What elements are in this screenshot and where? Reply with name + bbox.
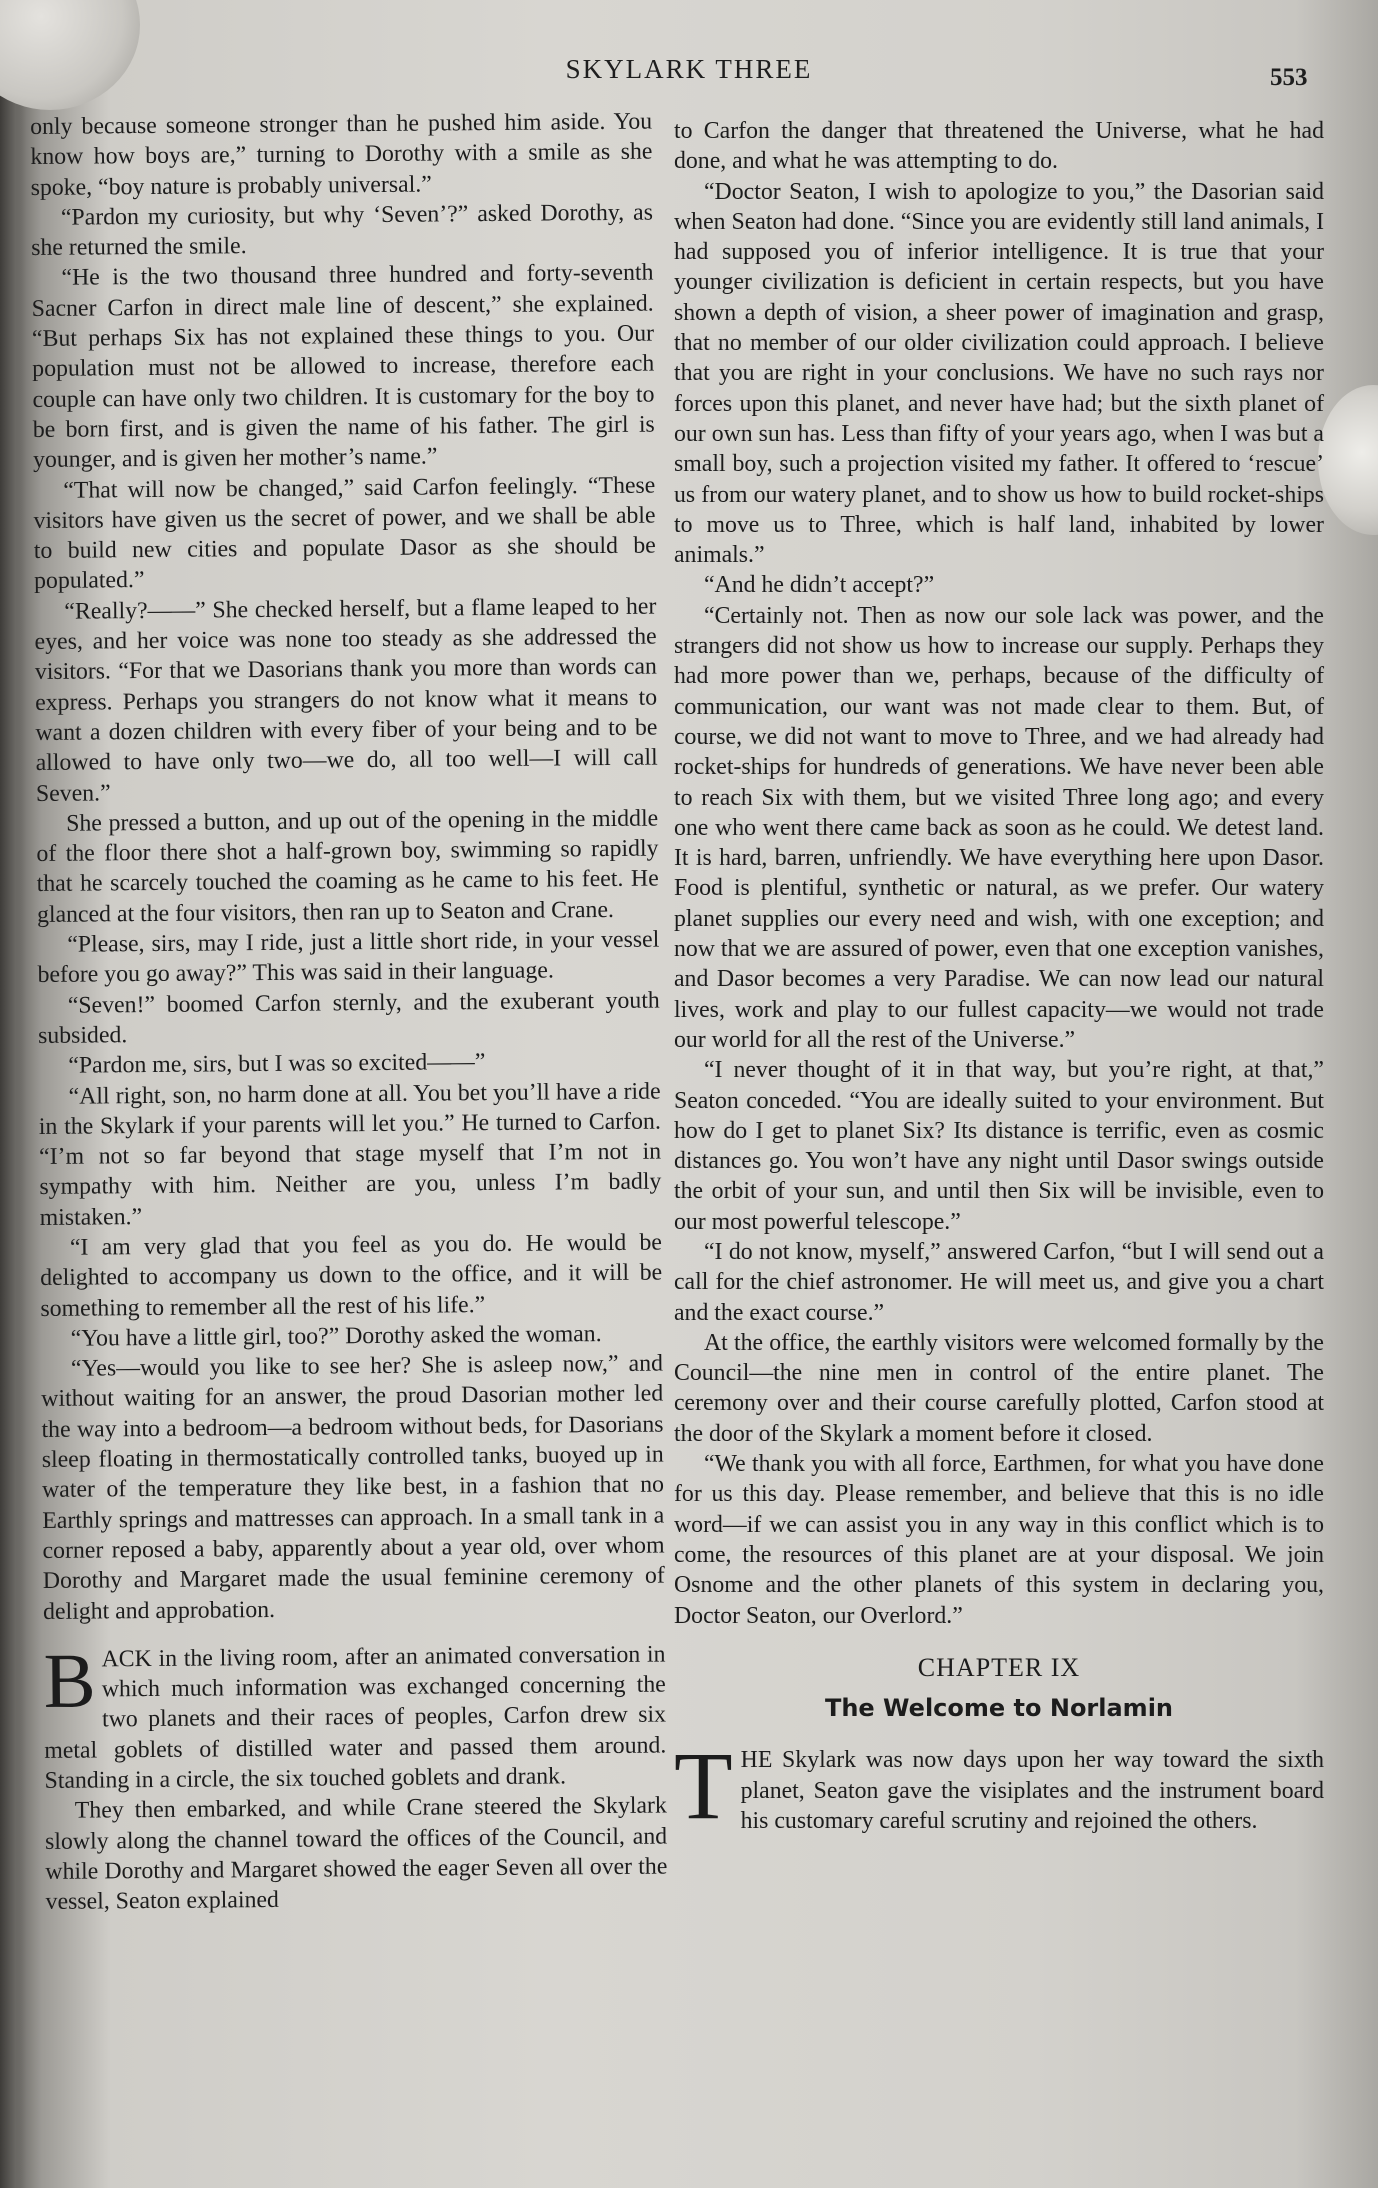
paragraph: “Certainly not. Then as now our sole lack was power, and the strangers did not show us how to increase our supply. Perhaps they had more power than we, perhaps, because of the difficulty of communication, our want was not made clear to them. But, of course, we did not want to move to Three, and we had already had rocket-ships for hundreds of generations. We have never been able to reach Six with them, but we visited Three long ago; and every one who went there came back as soon as he could. We detest land. It is hard, barren, unfriendly. We have everything here upon Dasor. Food is plentiful, synthetic or natural, as we prefer. Our watery planet supplies our every need and wish, with one exception; and now that we are assured of power, even that one exception vanishes, and Dasor becomes a very Paradise. We can now lead our natural lives, work and play to our fullest capacity—we would not trade our world for all the rest of the Universe.” [674, 602, 1324, 1053]
paragraph: “That will now be changed,” said Carfon feelingly. “These visitors have given us the secret of power, and we shall be able to build new cities and populate Dasor as she should be populated.” [33, 472, 656, 595]
chapter-opening-paragraph [674, 1732, 1324, 1840]
thumb-right-edge [1318, 385, 1378, 535]
paragraph: “I am very glad that you feel as you do. He would be delighted to accompany us down to the office, and it will be something to remember all the rest of his life.” [40, 1229, 663, 1322]
left-column [30, 107, 668, 1918]
page-number: 553 [1270, 64, 1308, 91]
section-text: ACK in the living room, after an animated conversation in which much information was exchanged concerning the two planets and their races of peoples, Carfon drew six metal goblets of distilled water and passed them around. Standing in a circle, the six touched goblets and drank. [44, 1641, 667, 1794]
chapter-number: CHAPTER IX [917, 1652, 1081, 1682]
paragraph: “And he didn’t accept?” [704, 572, 935, 599]
paragraph: only because someone stronger than he pushed him aside. You know how boys are,” turning to Dorothy with a smile as she spoke, “boy nature is probably universal.” [30, 108, 653, 201]
paragraph: At the office, the earthly visitors were welcomed formally by the Council—the nine men in control of the entire planet. The ceremony over and their course carefully plotted, Carfon stood at the door of the Skylark a moment before it closed. [674, 1329, 1324, 1447]
paragraph: She pressed a button, and up out of the opening in the middle of the floor there shot a half-grown boy, swimming so rapidly that he scarcely touched the coaming as he came to his feet. He glanced at the four visitors, then ran up to Seaton and Crane. [36, 805, 659, 928]
running-head: SKYLARK THREE [565, 54, 813, 84]
paragraph: “We thank you with all force, Earthmen, for what you have done for us this day. Please remember, and believe that this is no idle word—if we can assist you in any way in this conflict which is to come, the resources of this planet are at your disposal. We join Osnome and the other planets of this system in declaring you, Doctor Seaton, our Overlord.” [674, 1451, 1324, 1629]
section-break-paragraph [43, 1636, 667, 1796]
drop-cap: B [43, 1636, 97, 1724]
paragraph: “All right, son, no harm done at all. You bet you’ll have a ride in the Skylark if your parents will let you.” He turned to Carfon. “I’m not so far beyond that stage myself that I’m not in sympathy with him. Neither are you, unless I’m badly mistaken.” [38, 1078, 662, 1231]
paragraph: “I never thought of it in that way, but you’re right, at that,” Seaton conceded. “You are ideally suited to your environment. But how do I get to planet Six? Its distance is terrific, even as cosmic distances go. You won’t have any night until Dasor swings outside the orbit of your sun, and until then Six will be invisible, even to our most powerful telescope.” [674, 1057, 1324, 1235]
paragraph: “Doctor Seaton, I wish to apologize to you,” the Dasorian said when Seaton had done. “Since you are evidently still land animals, I had supposed you of inferior intelligence. It is true that your younger civilization is deficient in certain respects, but you have shown a depth of vision, a sheer power of imagination and grasp, that no member of our older civilization could approach. I believe that you are right in your conclusions. We have no such rays nor forces upon this planet, and never have had; but the sixth planet of our own sun has. Less than fifty of your years ago, when I was but a small boy, such a projection visited my father. It offered to ‘rescue’ us from our watery planet, and to show us how to build rocket-ships to move us to Three, which is half land, inhabited by lower animals.” [674, 178, 1324, 569]
paragraph: “Pardon me, sirs, but I was so excited——” [68, 1049, 486, 1079]
paragraph: They then embarked, and while Crane steered the Skylark slowly along the channel toward the offices of the Council, and while Dorothy and Margaret showed the eager Seven all over the vessel, Seaton explained [44, 1792, 668, 1916]
paragraph: to Carfon the danger that threatened the Universe, what he had done, and what he was attempting to do. [674, 118, 1324, 175]
book-binding-shadow [0, 0, 26, 2188]
paragraph: “Seven!” boomed Carfon sternly, and the exuberant youth subsided. [37, 987, 660, 1049]
paragraph: “Please, sirs, may I ride, just a little short ride, in your vessel before you go away?” This was said in their language. [37, 926, 660, 989]
right-column [674, 116, 1324, 1840]
paragraph: “He is the two thousand three hundred and forty-seventh Sacner Carfon in direct male line of descent,” she explained. “But perhaps Six has not explained these things to you. Our population must not be allowed to increase, therefore each couple can have only two children. It is customary for the boy to be born first, and is given the name of his father. The girl is younger, and is given her mother’s name.” [31, 260, 655, 474]
paragraph: “I do not know, myself,” answered Carfon, “but I will send out a call for the chief astronomer. He will meet us, and give you a chart and the exact course.” [674, 1238, 1324, 1326]
chapter-title: The Welcome to Norlamin [824, 1694, 1174, 1723]
paragraph: “Pardon my curiosity, but why ‘Seven’?” asked Dorothy, as she returned the smile. [31, 199, 654, 262]
paragraph: “Yes—would you like to see her? She is asleep now,” and without waiting for an answer, the proud Dasorian mother led the way into a bedroom—a bedroom without beds, for Dasorians sleep floating in thermostatically controlled tanks, buoyed up in water of the temperature they like best, in a fashion that no Earthly springs and mattresses can approach. In a small tank in a corner reposed a baby, apparently about a year old, over whom Dorothy and Margaret made the usual feminine ceremony of delight and approbation. [41, 1350, 665, 1625]
paragraph: “Really?——” She checked herself, but a flame leaped to her eyes, and her voice was none too steady as she addressed the visitors. “For that we Dasorians thank you more than words can express. Perhaps you strangers do not know what it means to want a dozen children with every fiber of your being and to be allowed to have only two—we do, all too well—I will call Seven.” [34, 593, 658, 807]
drop-cap: T [674, 1732, 733, 1840]
chapter-text: HE Skylark was now days upon her way toward the sixth planet, Seaton gave the visiplates and the instrument board his customary careful scrutiny and rejoined the others. [740, 1747, 1324, 1835]
paragraph: “You have a little girl, too?” Dorothy asked the woman. [70, 1320, 602, 1352]
